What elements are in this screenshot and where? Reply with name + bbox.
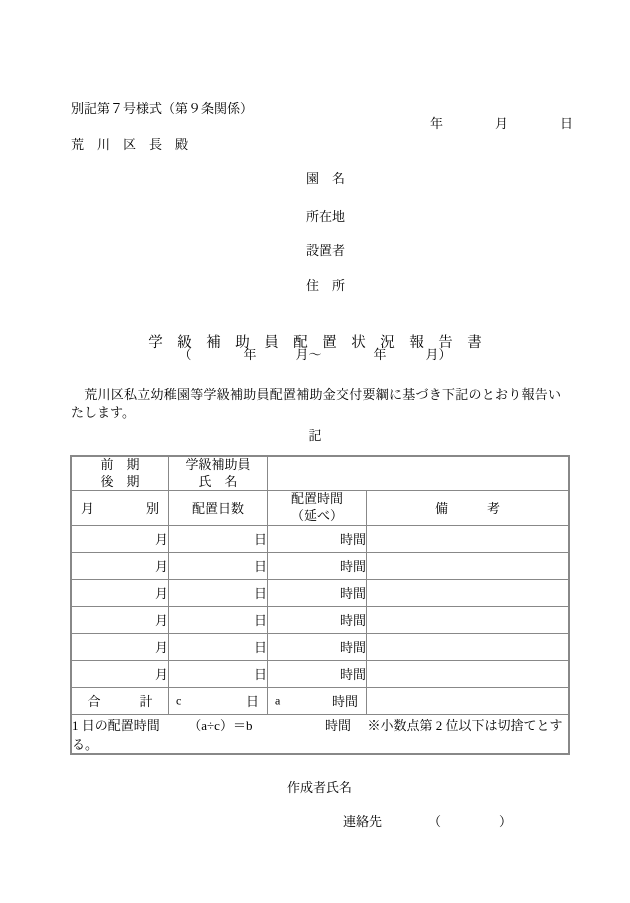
footer-formula[interactable]: （a÷c）＝b <box>188 717 253 733</box>
total-label: 合 計 <box>72 687 169 714</box>
page-subtitle-period[interactable]: （ 年 月～ 年 月） <box>178 347 452 362</box>
header-cell-hours <box>268 491 367 525</box>
daily-hours-formula-row <box>72 714 569 753</box>
table-row <box>72 552 569 579</box>
cell-days[interactable]: 日 <box>169 525 268 552</box>
cell-month[interactable]: 月 <box>72 633 169 660</box>
cell-month[interactable]: 月 <box>72 579 169 606</box>
cell-note[interactable] <box>367 660 569 687</box>
table-total-row <box>72 687 569 714</box>
footer-unit: 時間 <box>324 717 351 733</box>
header-assistant-line1: 学級補助員 <box>185 457 251 472</box>
date-entry-line[interactable]: 年 月 日 <box>430 116 574 131</box>
cell-days[interactable]: 日 <box>169 552 268 579</box>
header-hours-line1: 配置時間 <box>290 491 343 507</box>
form-code-label: 別記第７号様式（第９条関係） <box>71 101 254 116</box>
cell-hours[interactable]: 時間 <box>268 606 367 633</box>
cell-hours[interactable]: 時間 <box>268 660 367 687</box>
table-row <box>72 633 569 660</box>
contact-label: 連絡先 <box>343 814 383 829</box>
header-hours-line2: （延べ） <box>290 507 343 523</box>
header-term-line2: 後 期 <box>100 473 140 489</box>
cell-month[interactable]: 月 <box>72 525 169 552</box>
table-row <box>72 660 569 687</box>
page-title: 学 級 補 助 員 配 置 状 況 報 告 書 <box>148 335 482 351</box>
placement-report-table <box>71 456 569 754</box>
field-label-establisher[interactable]: 設置者 <box>306 243 346 258</box>
header-cell-note: 備 考 <box>367 491 569 525</box>
total-days-marker: c <box>176 693 182 707</box>
cell-note[interactable] <box>367 552 569 579</box>
cell-month[interactable]: 月 <box>72 552 169 579</box>
total-note-cell[interactable] <box>367 687 569 714</box>
cell-note[interactable] <box>367 633 569 660</box>
field-label-location[interactable]: 所在地 <box>306 209 346 224</box>
cell-hours[interactable]: 時間 <box>268 633 367 660</box>
table-footer-row <box>72 714 569 753</box>
ki-marker: 記 <box>308 428 322 443</box>
header-term-line1: 前 期 <box>100 457 140 472</box>
total-hours-unit: 時間 <box>331 694 358 709</box>
cell-hours[interactable]: 時間 <box>268 525 367 552</box>
footer-label: 1 日の配置時間 <box>72 717 160 733</box>
cell-month[interactable]: 月 <box>72 660 169 687</box>
total-days-cell[interactable] <box>169 687 268 714</box>
contact-paren-open: （ <box>428 814 442 829</box>
header-cell-term[interactable] <box>72 457 169 491</box>
addressee-label: 荒 川 区 長 殿 <box>71 137 189 152</box>
cell-month[interactable]: 月 <box>72 606 169 633</box>
header-assistant-line2: 氏 名 <box>198 473 238 489</box>
cell-days[interactable]: 日 <box>169 633 268 660</box>
footer-note: ※小数点第 2 位以下は切捨てとする。 <box>72 717 563 752</box>
field-label-address[interactable]: 住 所 <box>306 278 346 293</box>
table-row <box>72 525 569 552</box>
cell-hours[interactable]: 時間 <box>268 579 367 606</box>
table-header-row-term <box>72 457 569 491</box>
body-paragraph: 荒川区私立幼稚園等学級補助員配置補助金交付要綱に基づき下記のとおり報告いたします。 <box>71 387 561 421</box>
cell-note[interactable] <box>367 525 569 552</box>
assistant-name-entry-cell[interactable] <box>268 457 569 491</box>
header-cell-assistant-name <box>169 457 268 491</box>
cell-days[interactable]: 日 <box>169 579 268 606</box>
total-days-unit: 日 <box>245 694 259 709</box>
table-row <box>72 579 569 606</box>
table-header-row-columns <box>72 491 569 525</box>
cell-note[interactable] <box>367 606 569 633</box>
field-label-kindergarten-name[interactable]: 園 名 <box>306 171 346 186</box>
total-hours-marker: a <box>275 693 281 707</box>
cell-days[interactable]: 日 <box>169 660 268 687</box>
header-cell-month: 月 別 <box>72 491 169 525</box>
cell-note[interactable] <box>367 579 569 606</box>
cell-hours[interactable]: 時間 <box>268 552 367 579</box>
header-cell-days: 配置日数 <box>169 491 268 525</box>
author-name-label[interactable]: 作成者氏名 <box>287 780 353 795</box>
contact-paren-close: ） <box>499 814 513 829</box>
total-hours-cell[interactable] <box>268 687 367 714</box>
contact-line[interactable] <box>330 795 512 846</box>
table-row <box>72 606 569 633</box>
cell-days[interactable]: 日 <box>169 606 268 633</box>
